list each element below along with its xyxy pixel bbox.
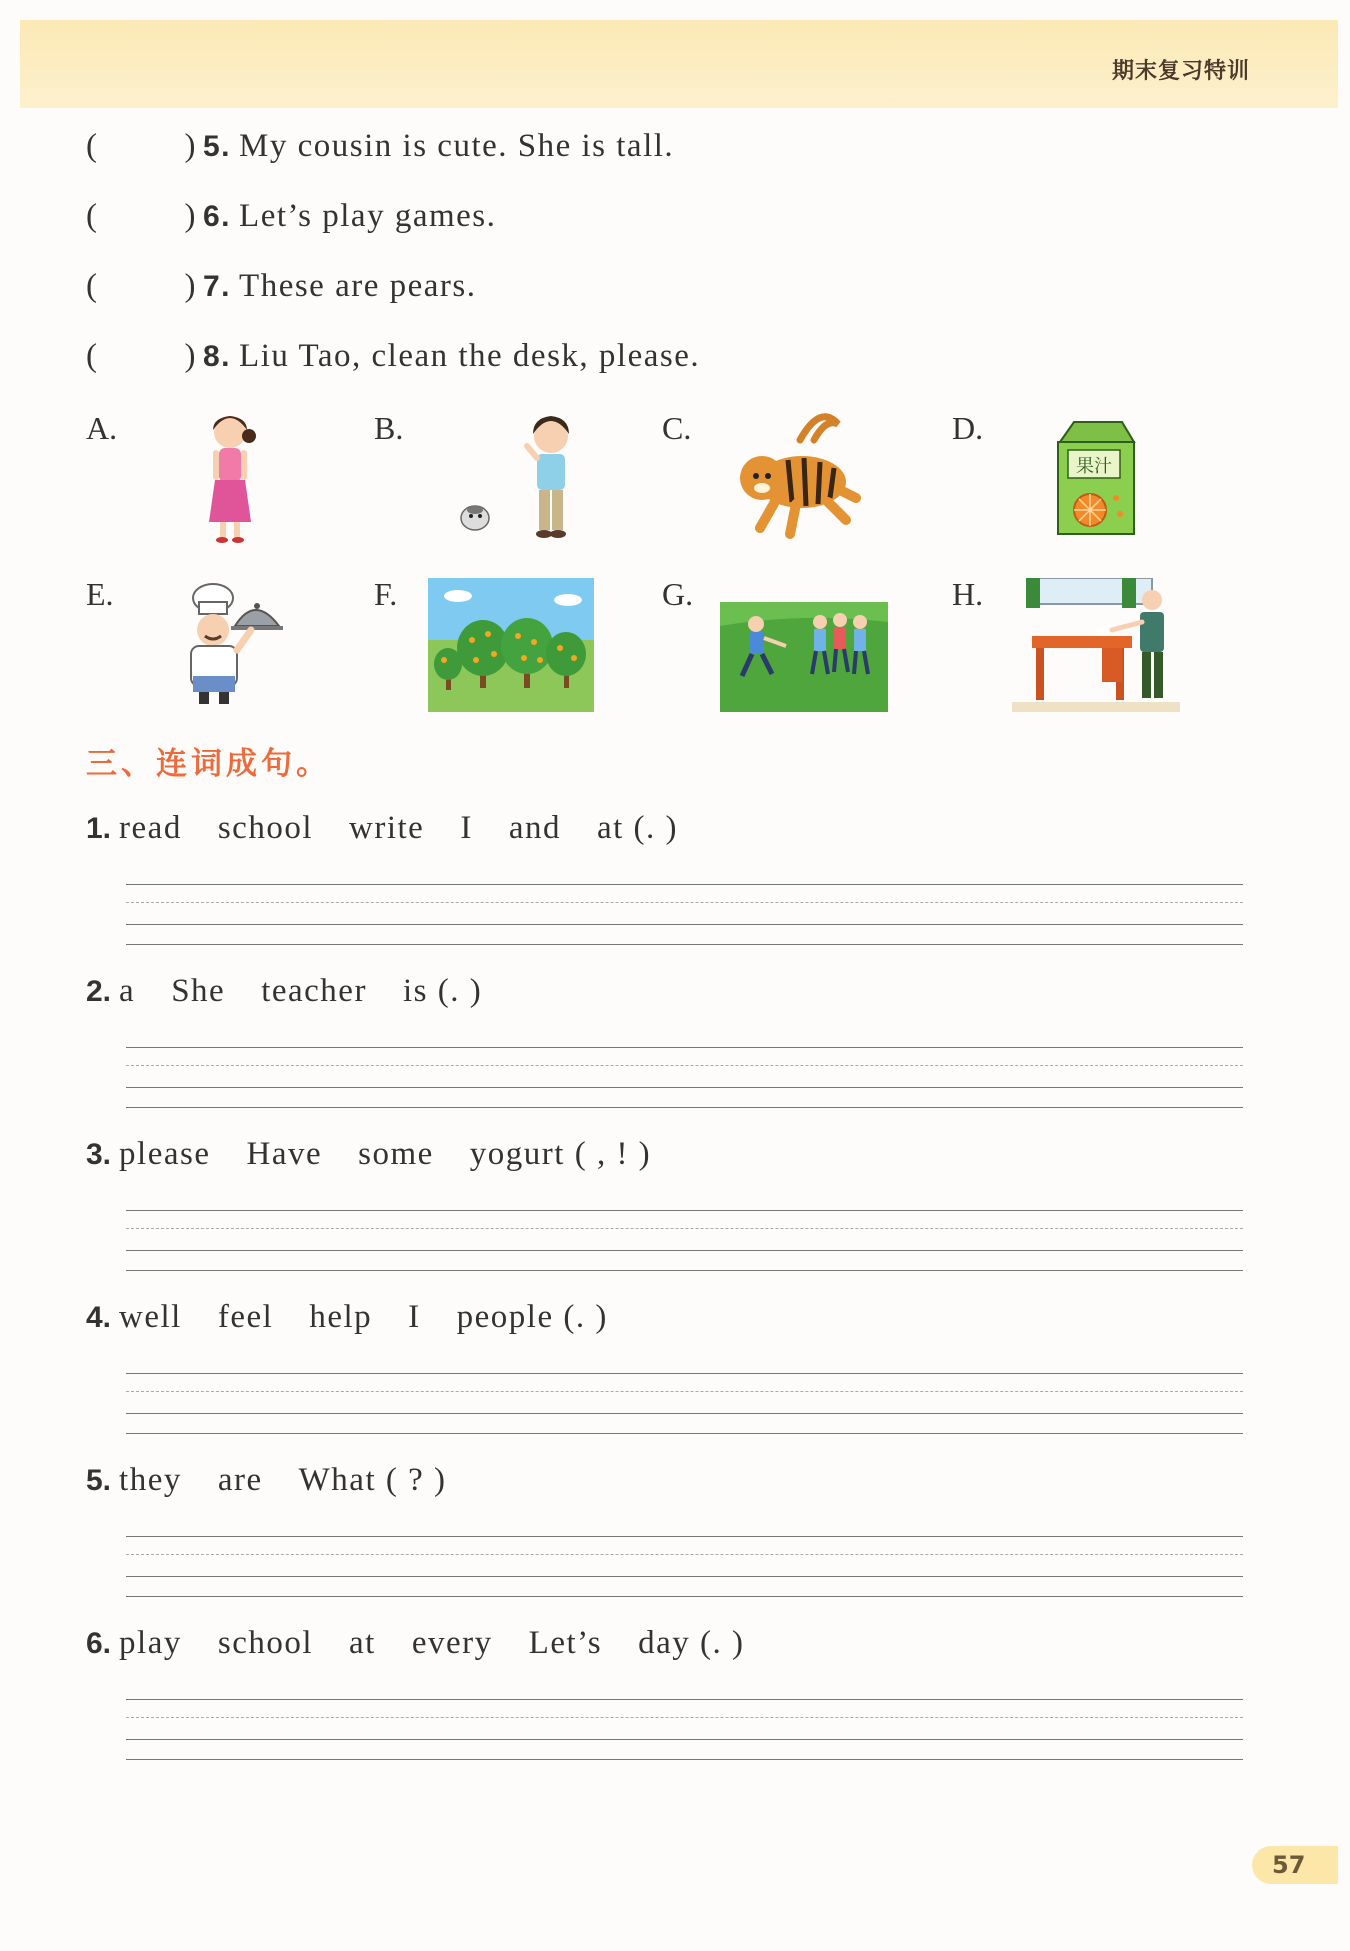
answer-writing-lines[interactable] [126,884,1243,954]
header-title: 期末复习特训 [1111,59,1250,84]
header-wave [20,88,1338,118]
word: people (. ) [456,1299,608,1335]
picture-label: D. [952,410,984,446]
question-text: My cousin is cute. She is tall. [239,128,675,164]
question-number: 1. [86,812,112,845]
question-number: 8. [203,340,232,373]
question-number: 6. [86,1627,112,1660]
word: and [508,810,561,846]
page-number: 57 [1252,1846,1338,1884]
section-title: 三、连词成句。 [86,746,331,782]
sentence-ordering-question [86,1625,745,1662]
word: Let’s [528,1625,603,1661]
question-number: 4. [86,1301,112,1334]
answer-writing-lines[interactable] [126,1536,1243,1606]
picture-label: B. [374,410,404,446]
word: every [411,1625,493,1661]
sentence-ordering-question [86,1462,447,1499]
question-text: These are pears. [239,268,477,304]
word: day (. ) [638,1625,745,1661]
judge-row: ( ) 7. These are pears. [86,268,477,304]
word: they [119,1462,182,1498]
orange-trees-icon [428,578,594,712]
answer-writing-lines[interactable] [126,1699,1243,1769]
word: well [119,1299,182,1335]
answer-writing-lines[interactable] [126,1210,1243,1280]
picture-label: H. [952,576,984,612]
judge-row: ( ) 8. Liu Tao, clean the desk, please. [86,338,701,374]
question-number: 5. [203,130,232,163]
answer-writing-lines[interactable] [126,1047,1243,1117]
question-number: 5. [86,1464,112,1497]
judge-row: ( ) 6. Let’s play games. [86,198,497,234]
judge-row: ( ) 5. My cousin is cute. She is tall. [86,128,675,164]
word: school [217,810,313,846]
word: some [358,1136,434,1172]
man-cleaning-desk-icon [1012,578,1180,712]
word: write [349,810,425,846]
question-text: Liu Tao, clean the desk, please. [239,338,701,374]
children-playing-icon [720,602,888,712]
word: school [217,1625,314,1661]
word: Have [246,1136,323,1172]
word: teacher [261,973,367,1009]
word: What ( ? ) [298,1462,447,1498]
question-text: Let’s play games. [239,198,497,234]
juice-carton-label: 果汁 [1076,456,1112,477]
word: read [119,810,182,846]
word: She [171,973,226,1009]
boy-with-hamster-icon [455,412,585,544]
picture-label: F. [374,576,398,612]
word: help [309,1299,373,1335]
word: yogurt ( , ! ) [469,1136,652,1172]
picture-label: C. [662,410,692,446]
word: please [119,1136,211,1172]
word: I [408,1299,421,1335]
picture-label: A. [86,410,118,446]
girl-icon [195,410,265,545]
word: at [349,1625,376,1661]
word: I [460,810,473,846]
sentence-ordering-question [86,1299,608,1336]
sentence-ordering-question [86,810,678,847]
question-number: 2. [86,975,112,1008]
word: at (. ) [596,810,679,846]
picture-label: E. [86,576,114,612]
question-number: 6. [203,200,232,233]
word: play [119,1625,182,1661]
cook-icon [175,580,285,710]
picture-label: G. [662,576,694,612]
word: is (. ) [402,973,483,1009]
question-number: 3. [86,1138,112,1171]
sentence-ordering-question [86,973,482,1010]
sentence-ordering-question [86,1136,651,1173]
question-number: 7. [203,270,232,303]
word: feel [217,1299,274,1335]
word: a [119,973,136,1009]
word: are [217,1462,263,1498]
juice-carton-icon [1050,418,1140,538]
answer-writing-lines[interactable] [126,1373,1243,1443]
tiger-icon [730,410,865,545]
